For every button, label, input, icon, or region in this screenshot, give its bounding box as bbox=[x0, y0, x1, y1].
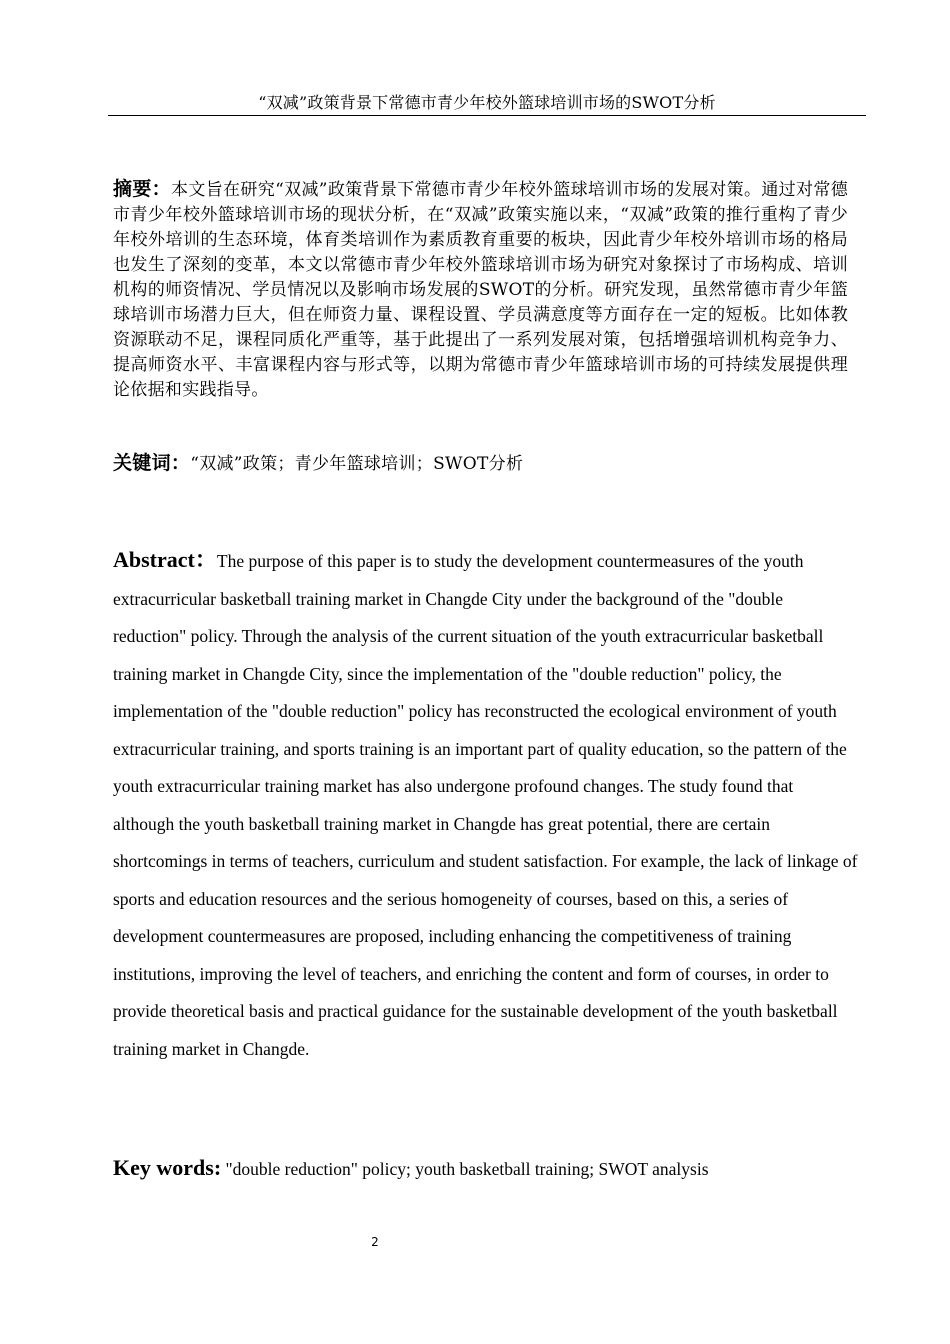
chinese-keywords-label: 关键词： bbox=[113, 452, 191, 474]
chinese-abstract bbox=[113, 177, 848, 403]
chinese-keywords-text: “双减”政策；青少年篮球培训；SWOT分析 bbox=[190, 454, 524, 474]
header-rule bbox=[108, 115, 866, 116]
chinese-keywords bbox=[113, 451, 848, 477]
page-number: 2 bbox=[371, 1235, 379, 1249]
english-keywords bbox=[113, 1149, 858, 1189]
chinese-abstract-label: 摘要： bbox=[113, 178, 172, 200]
english-abstract bbox=[113, 541, 858, 1068]
english-abstract-label: Abstract： bbox=[113, 547, 217, 572]
english-keywords-text: "double reduction" policy; youth basketball training; SWOT analysis bbox=[221, 1159, 709, 1179]
english-abstract-text: The purpose of this paper is to study the development countermeasures of the youth extracurricular basketball training market in Changde City under the background of the "double reduction" policy. Through the analysis of the current situation of the youth extracurricular basketball training market in Changde City, since the implementation of the "double reduction" policy, the implementation of the "double reduction" policy has reconstructed the ecological environment of youth extracurricular training, and sports training is an important part of quality education, so the pattern of the youth extracurricular training market has also undergone profound changes. The study found that although the youth basketball training market in Changde has great potential, there are certain shortcomings in terms of teachers, curriculum and student satisfaction. For example, the lack of linkage of sports and education resources and the serious homogeneity of courses, based on this, a series of development countermeasures are proposed, including enhancing the competitiveness of training institutions, improving the level of teachers, and enriching the content and form of courses, in order to provide theoretical basis and practical guidance for the sustainable development of the youth basketball training market in Changde. bbox=[113, 551, 858, 1059]
english-keywords-label: Key words: bbox=[113, 1155, 222, 1180]
chinese-abstract-text: 本文旨在研究“双减”政策背景下常德市青少年校外篮球培训市场的发展对策。通过对常德市青少年校外篮球培训市场的现状分析，在“双减”政策实施以来，“双减”政策的推行重构了青少年校外培训的生态环境，体育类培训作为素质教育重要的板块，因此青少年校外培训市场的格局也发生了深刻的变革，本文以常德市青少年校外篮球培训市场为研究对象探讨了市场构成、培训机构的师资情况、学员情况以及影响市场发展的SWOT的分析。研究发现，虽然常德市青少年篮球培训市场潜力巨大，但在师资力量、课程设置、学员满意度等方面存在一定的短板。比如体教资源联动不足，课程同质化严重等，基于此提出了一系列发展对策，包括增强培训机构竞争力、提高师资水平、丰富课程内容与形式等，以期为常德市青少年篮球培训市场的可持续发展提供理论依据和实践指导。 bbox=[113, 180, 848, 400]
running-header: “双减”政策背景下常德市青少年校外篮球培训市场的SWOT分析 bbox=[258, 93, 716, 112]
